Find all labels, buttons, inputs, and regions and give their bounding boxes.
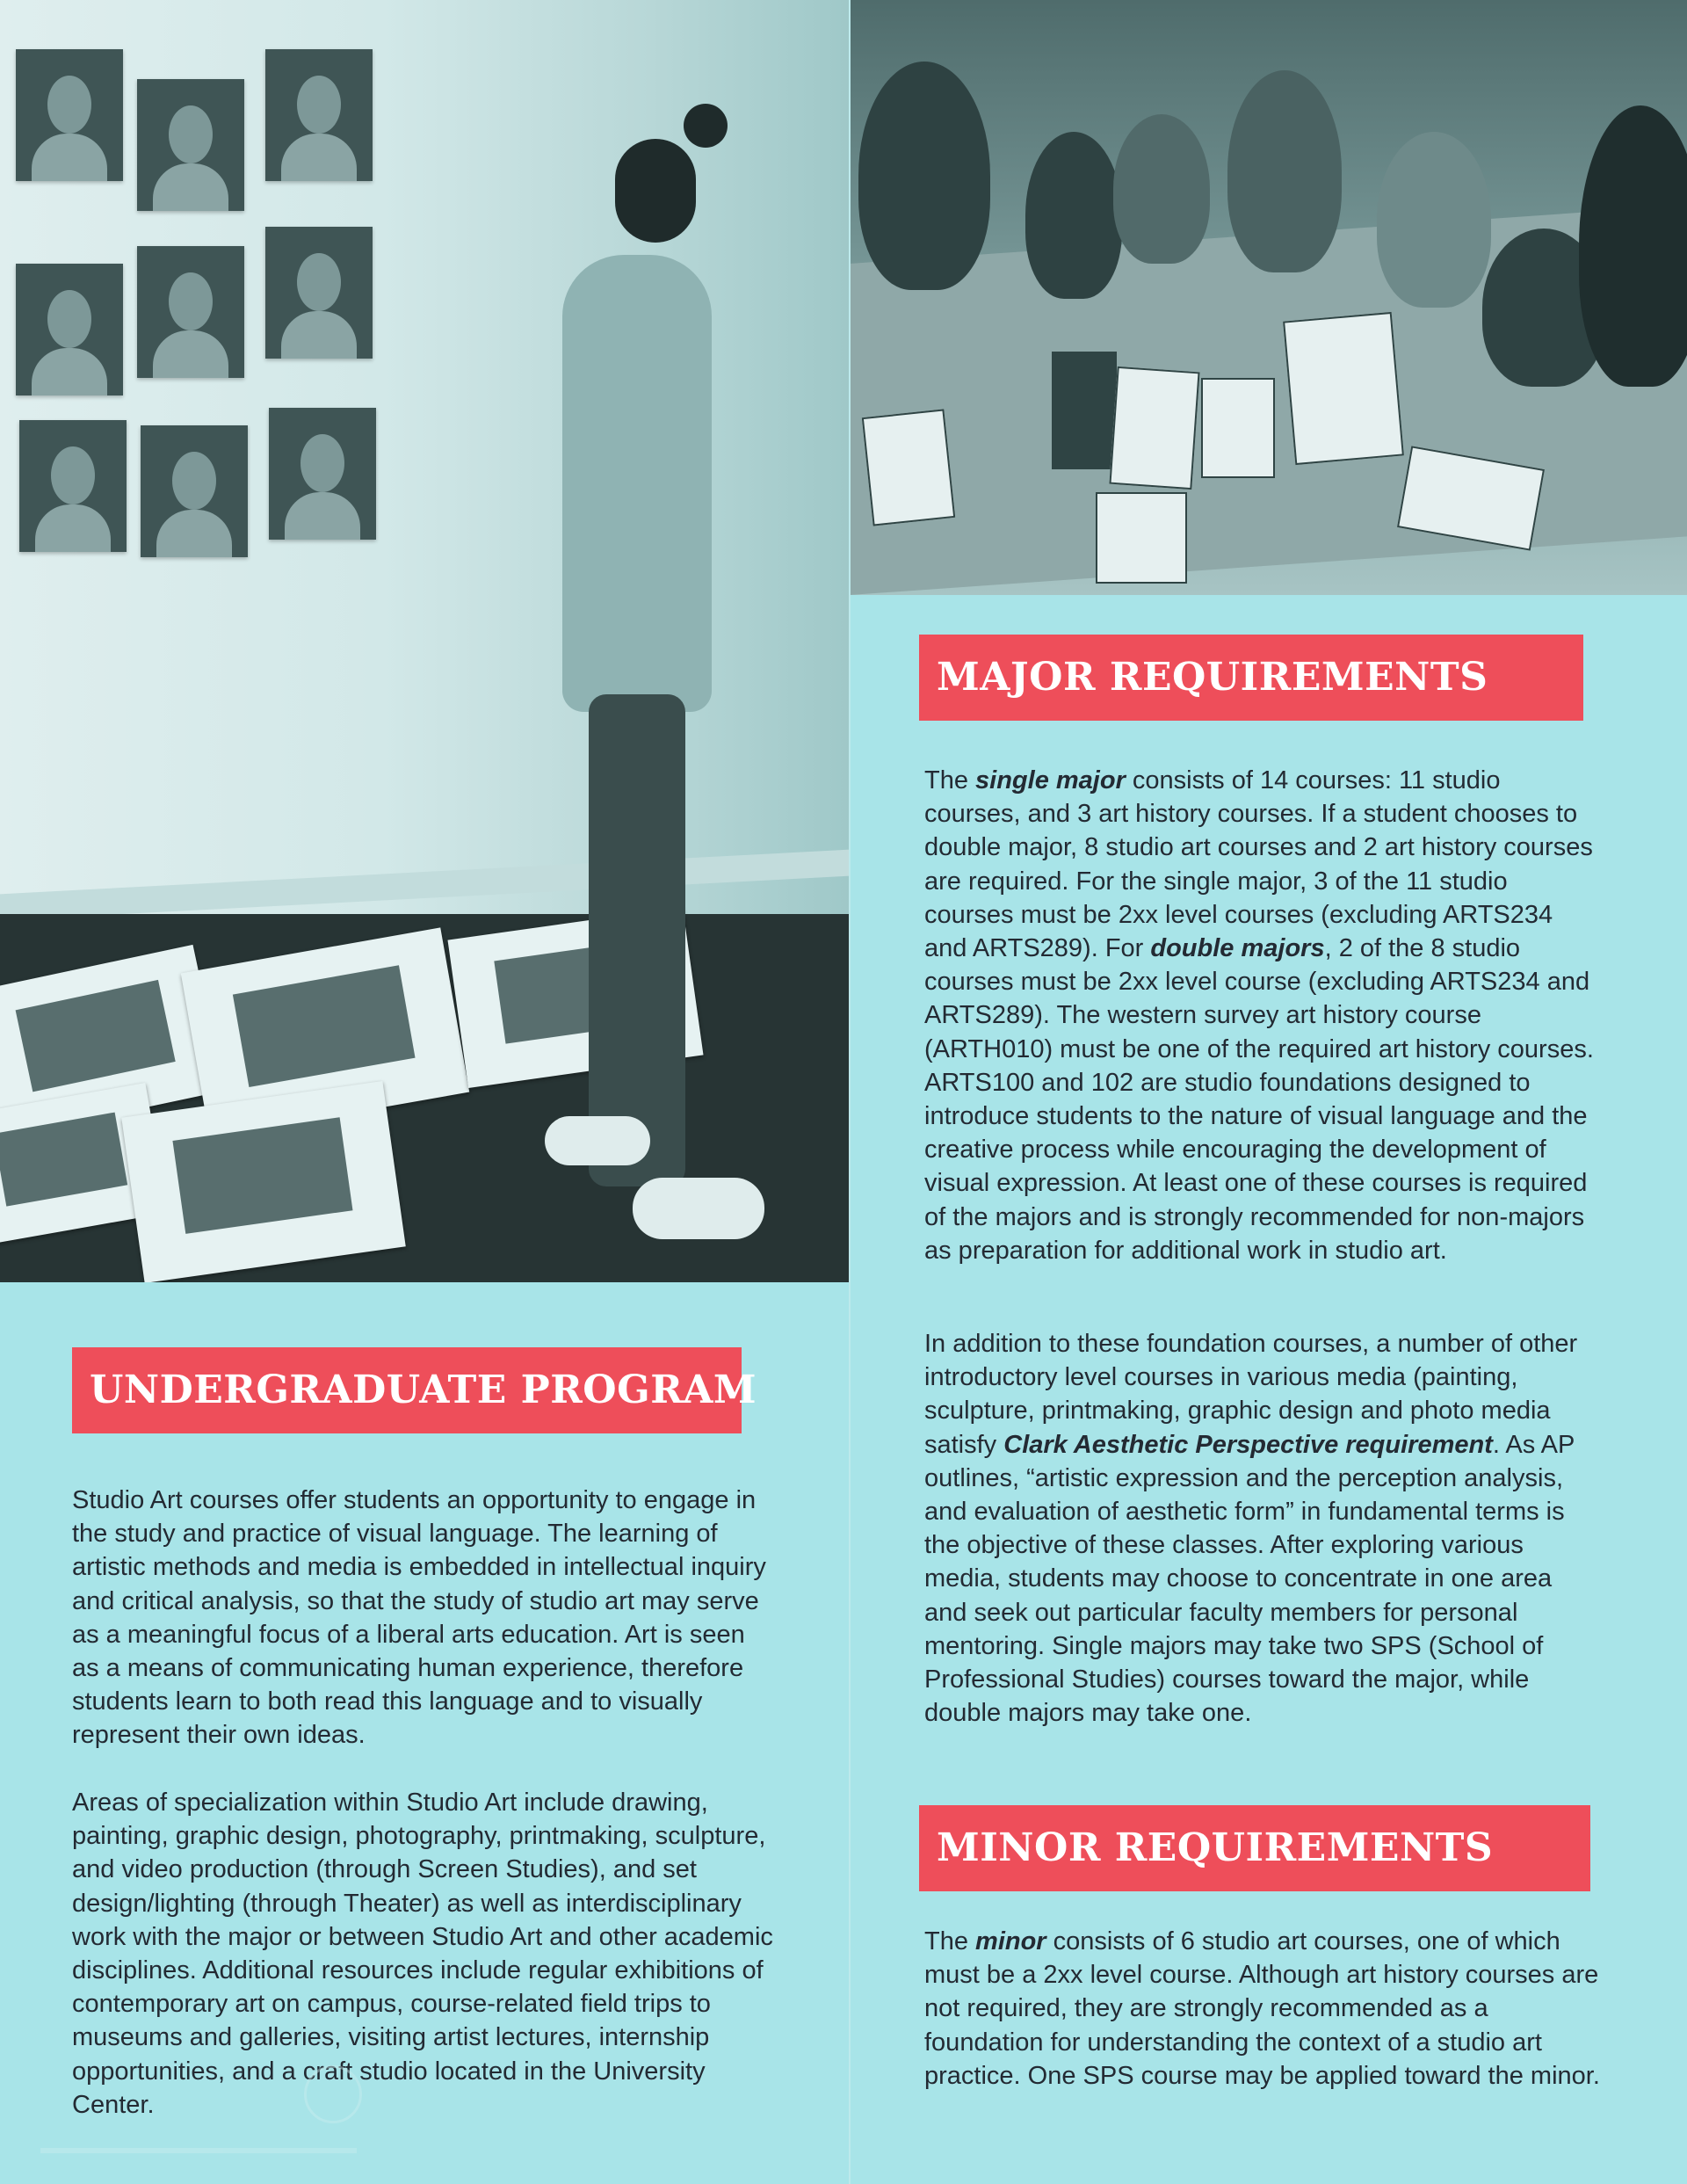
student-figure (1377, 132, 1491, 308)
handmade-book (1283, 312, 1404, 465)
student-figure (562, 255, 712, 712)
undergraduate-paragraph-1: Studio Art courses offer students an opportunity to engage in the study and practice of visual language. The learning of artistic methods and media is embedded in intellectual inquiry and critical analysis, so that the study of studio art may serve as a meaningful focus of a liberal arts education. Art is seen as a means of communicating human experience, therefore students learn to both read this language and to visually represent their own ideas. (72, 1486, 766, 1750)
major-paragraph-2: In addition to these foundation courses, a number of other introductory level courses in various media (painting, sculpture, printmaking, graphic design and photo media satisfy Clark Aesthetic Perspective requirement. As AP outlines, “artistic expression and the perception analysis, and evaluation of aesthetic form” in fundamental terms is the objective of these classes. After exploring various media, students may choose to concentrate in one area and seek out particular faculty members for personal mentoring. Single majors may take two SPS (School of Professional Studies) courses toward the major, while double majors may take one. (924, 1330, 1578, 1728)
student-figure (858, 62, 990, 290)
undergraduate-program-heading: UNDERGRADUATE PROGRAM (72, 1347, 742, 1433)
column-divider (849, 0, 851, 2184)
emphasis-aesthetic-perspective: Clark Aesthetic Perspective requirement (1003, 1430, 1493, 1459)
portrait-frame (265, 227, 373, 359)
student-figure (1025, 132, 1122, 299)
floor-print (121, 1081, 406, 1282)
handmade-book (862, 409, 955, 526)
student-figure (615, 139, 696, 243)
gallery-photo (0, 0, 850, 1282)
handmade-book (1201, 378, 1275, 478)
portrait-frame (269, 408, 376, 540)
portrait-frame (137, 79, 244, 211)
handmade-book (1096, 492, 1187, 584)
major-paragraph-1: The single major consists of 14 courses: 11 studio courses, and 3 art history courses. If a student chooses to double major, 8 studio art courses and 2 art history courses are required. For the single major, 3 of the 11 studio courses must be 2xx level courses (excluding ARTS234 and ARTS289). For double majors, 2 of the 8 studio courses must be 2xx level course (excluding ARTS234 and ARTS289). The western survey art history course (ARTH010) must be one of the required art history courses. ARTS100 and 102 are studio foundations designed to introduce students to the nature of visual language and the creative process while encouraging the development of visual expression. At least one of these courses is required of the majors and is strongly recommended for non-majors as preparation for additional work in studio art. (924, 766, 1594, 1265)
emphasis-single-major: single major (975, 766, 1126, 795)
emphasis-minor: minor (975, 1927, 1046, 1955)
portrait-frame (265, 49, 373, 181)
major-requirements-heading: MAJOR REQUIREMENTS (919, 635, 1583, 721)
studio-class-photo (850, 0, 1687, 595)
student-figure (589, 694, 685, 1186)
portrait-frame (16, 264, 123, 395)
student-figure (684, 104, 728, 148)
undergraduate-paragraph-2: Areas of specialization within Studio Art include drawing, painting, graphic design, photography, printmaking, sculpture, and video production (through Screen Studies), and set design/lighting (through Theater) as well as interdisciplinary work with the major or between Studio Art and other academic disciplines. Additional resources include regular exhibitions of contemporary art on campus, course-related field trips to museums and galleries, visiting artist lectures, internship opportunities, and a craft studio located in the University Center. (72, 1789, 773, 2119)
handmade-book (1052, 352, 1117, 469)
portrait-frame (141, 425, 248, 557)
portrait-frame (16, 49, 123, 181)
student-figure (1579, 105, 1687, 387)
university-watermark-logo (40, 2057, 374, 2162)
portrait-frame (137, 246, 244, 378)
student-shoe (633, 1178, 764, 1239)
student-shoe (545, 1116, 650, 1165)
baseboard (0, 850, 850, 921)
handmade-book (1109, 366, 1199, 490)
emphasis-double-majors: double majors (1150, 934, 1325, 963)
minor-requirements-heading: MINOR REQUIREMENTS (919, 1805, 1590, 1891)
minor-paragraph-1: The minor consists of 6 studio art courses, one of which must be a 2xx level course. Although art history courses are not required, they are strongly recommended as a foundation for understanding the context of a studio art practice. One SPS course may be applied toward the minor. (924, 1927, 1600, 2090)
student-figure (1113, 114, 1210, 264)
student-figure (1227, 70, 1342, 272)
portrait-frame (19, 420, 127, 552)
